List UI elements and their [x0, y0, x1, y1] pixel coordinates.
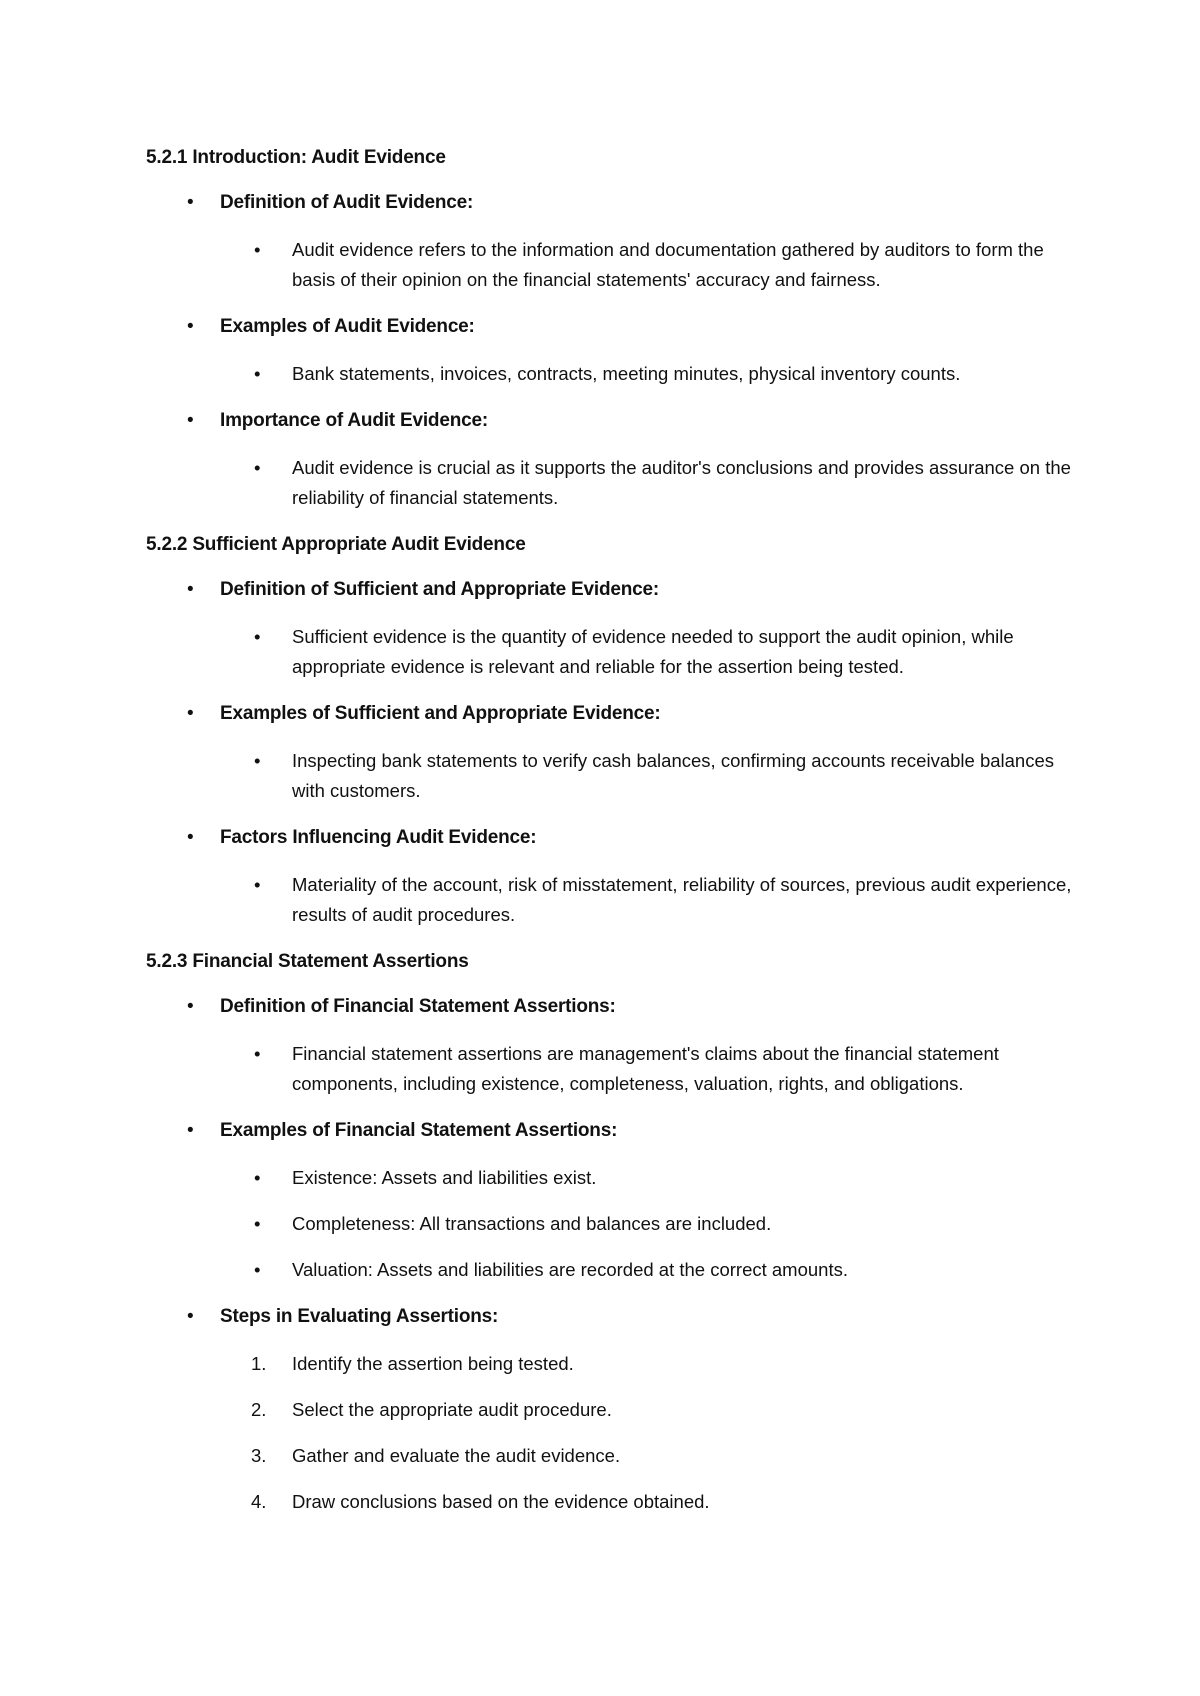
list-item-text: Audit evidence is crucial as it supports the auditor's conclusions and provides assurance on the reliability of financial statements.	[292, 457, 1071, 508]
group-label: Definition of Audit Evidence:	[220, 192, 474, 213]
section-heading: 5.2.3 Financial Statement Assertions	[146, 951, 469, 972]
list-item	[220, 1039, 1076, 1099]
list-item-text: Bank statements, invoices, contracts, meeting minutes, physical inventory counts.	[292, 363, 961, 384]
bullet-icon: •	[187, 1306, 194, 1327]
list-item-text: Existence: Assets and liabilities exist.	[292, 1167, 597, 1188]
bullet-icon: •	[254, 1043, 261, 1064]
list-item	[220, 1163, 1076, 1193]
list-item	[220, 1487, 1076, 1517]
sub-list	[220, 622, 1076, 682]
bullet-icon: •	[254, 750, 261, 771]
bullet-group	[146, 701, 1076, 806]
group-label: Factors Influencing Audit Evidence:	[220, 827, 537, 848]
section	[146, 145, 1076, 513]
bullet-icon: •	[254, 457, 261, 478]
list-item	[220, 870, 1076, 930]
sub-list	[220, 235, 1076, 295]
list-item	[220, 235, 1076, 295]
bullet-icon: •	[187, 192, 194, 213]
list-item	[220, 453, 1076, 513]
list-item-text: Draw conclusions based on the evidence obtained.	[292, 1491, 710, 1512]
list-item-text: Completeness: All transactions and balances are included.	[292, 1213, 772, 1234]
sub-list	[220, 453, 1076, 513]
bullet-icon: •	[254, 363, 261, 384]
section	[146, 532, 1076, 930]
list-item	[220, 746, 1076, 806]
bullet-icon: •	[187, 410, 194, 431]
list-number: 2.	[251, 1399, 267, 1420]
group-label: Examples of Sufficient and Appropriate Evidence:	[220, 703, 661, 724]
list-item-text: Gather and evaluate the audit evidence.	[292, 1445, 621, 1466]
group-label: Importance of Audit Evidence:	[220, 410, 488, 431]
list-item-text: Sufficient evidence is the quantity of evidence needed to support the audit opinion, while appropriate evidence is relevant and reliable for the assertion being tested.	[292, 626, 1014, 677]
list-number: 1.	[251, 1353, 267, 1374]
list-item	[220, 1395, 1076, 1425]
section-heading: 5.2.2 Sufficient Appropriate Audit Evidence	[146, 534, 526, 555]
group-label: Examples of Audit Evidence:	[220, 316, 475, 337]
bullet-icon: •	[254, 239, 261, 260]
list-item	[220, 1209, 1076, 1239]
bullet-icon: •	[254, 1167, 261, 1188]
bullet-icon: •	[187, 996, 194, 1017]
group-label: Examples of Financial Statement Assertions:	[220, 1120, 618, 1141]
bullet-group	[146, 994, 1076, 1099]
list-item	[220, 359, 1076, 389]
list-item	[220, 1441, 1076, 1471]
bullet-icon: •	[254, 874, 261, 895]
section	[146, 949, 1076, 1517]
group-label: Definition of Sufficient and Appropriate Evidence:	[220, 579, 659, 600]
bullet-group	[146, 577, 1076, 682]
section-heading: 5.2.1 Introduction: Audit Evidence	[146, 147, 446, 168]
bullet-icon: •	[187, 703, 194, 724]
bullet-icon: •	[254, 1213, 261, 1234]
bullet-icon: •	[187, 827, 194, 848]
bullet-group	[146, 1118, 1076, 1285]
sub-list	[220, 1349, 1076, 1517]
bullet-icon: •	[187, 316, 194, 337]
list-item-text: Valuation: Assets and liabilities are recorded at the correct amounts.	[292, 1259, 848, 1280]
bullet-group	[146, 314, 1076, 389]
list-item-text: Audit evidence refers to the information and documentation gathered by auditors to form the basis of their opinion on the financial statements' accuracy and fairness.	[292, 239, 1044, 290]
list-item	[220, 622, 1076, 682]
bullet-icon: •	[187, 1120, 194, 1141]
list-item-text: Select the appropriate audit procedure.	[292, 1399, 612, 1420]
document-body	[146, 145, 1076, 1536]
sub-list	[220, 1039, 1076, 1099]
bullet-icon: •	[187, 579, 194, 600]
group-label: Definition of Financial Statement Assertions:	[220, 996, 616, 1017]
list-number: 3.	[251, 1445, 267, 1466]
bullet-group	[146, 825, 1076, 930]
group-label: Steps in Evaluating Assertions:	[220, 1306, 499, 1327]
bullet-group	[146, 408, 1076, 513]
list-item	[220, 1349, 1076, 1379]
list-item-text: Financial statement assertions are management's claims about the financial statement components, including existence, completeness, valuation, rights, and obligations.	[292, 1043, 999, 1094]
bullet-group	[146, 190, 1076, 295]
list-item	[220, 1255, 1076, 1285]
list-item-text: Identify the assertion being tested.	[292, 1353, 574, 1374]
bullet-icon: •	[254, 626, 261, 647]
list-item-text: Materiality of the account, risk of misstatement, reliability of sources, previous audit experience, results of audit procedures.	[292, 874, 1072, 925]
sub-list	[220, 870, 1076, 930]
sub-list	[220, 1163, 1076, 1285]
list-number: 4.	[251, 1491, 267, 1512]
bullet-group	[146, 1304, 1076, 1517]
sub-list	[220, 359, 1076, 389]
sub-list	[220, 746, 1076, 806]
list-item-text: Inspecting bank statements to verify cash balances, confirming accounts receivable balances with customers.	[292, 750, 1054, 801]
bullet-icon: •	[254, 1259, 261, 1280]
